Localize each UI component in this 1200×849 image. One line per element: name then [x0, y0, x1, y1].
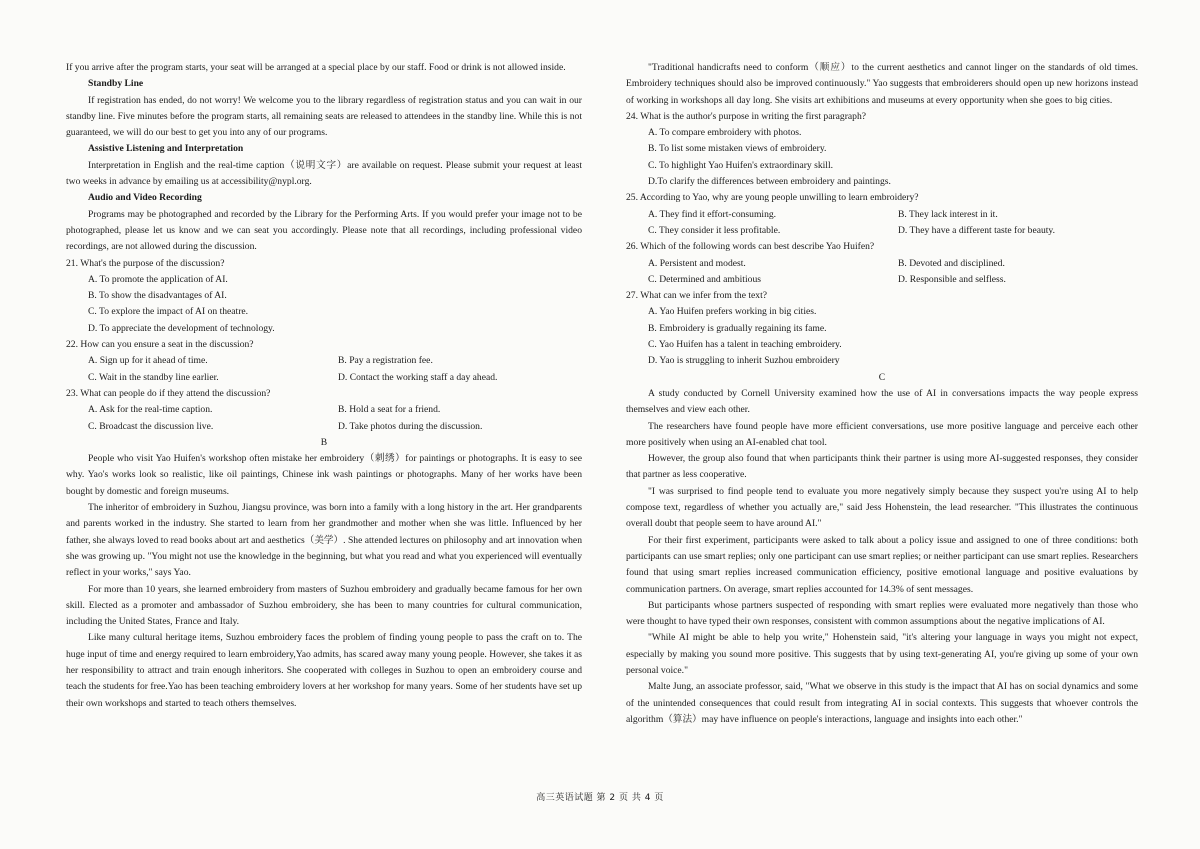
passage-c-paragraph: But participants whose partners suspected of responding with smart replies were evaluated more negatively than those who were thought to have typed their own responses, consistent with common assumptions about the negative implications of AI. — [626, 599, 1138, 628]
question-25: 25. According to Yao, why are young people unwilling to learn embroidery? — [626, 192, 919, 204]
option: B. To show the disadvantages of AI. — [88, 290, 227, 302]
option: D. To appreciate the development of technology. — [88, 322, 275, 334]
passage-b-paragraph: Like many cultural heritage items, Suzhou embroidery faces the problem of finding young people to pass the craft on to. The huge input of time and energy required to learn embroidery,Yao admits, has scared away many young people. However, she takes it as her responsibility to attract and train enough inheritors. She cooperated with colleges in Suzhou to open an embroidery course and teach the students for free.Yao has been teaching embroidery lovers at her workshop for many years. Some of her students have set up their own workshops and started to teach others themselves. — [66, 632, 582, 709]
option: A. Persistent and modest. — [648, 257, 746, 269]
question-21-options — [66, 272, 582, 337]
question-23-options — [66, 402, 582, 435]
option: C. To explore the impact of AI on theatre. — [88, 306, 249, 318]
passage-b-paragraph: People who visit Yao Huifen's workshop often mistake her embroidery（刺绣）for paintings or photographs. It is easy to see why. Yao's works look so realistic, like oil paintings, Chinese ink wash paintings or photographs. Many of her works have been bought by domestic and foreign museums. — [66, 453, 582, 497]
question-25-options — [626, 207, 1138, 240]
page-footer: 高三英语试题 第 2 页 共 4 页 — [536, 793, 664, 803]
option: C. They consider it less profitable. — [648, 224, 781, 236]
question-22: 22. How can you ensure a seat in the discussion? — [66, 339, 254, 351]
passage-c-paragraph: The researchers have found people have more efficient conversations, use more positive language and perceive each other more positively when using an AI-enabled chat tool. — [626, 420, 1138, 448]
audio-heading: Audio and Video Recording — [88, 192, 202, 204]
question-22-options — [66, 353, 582, 386]
option: A. Ask for the real-time caption. — [88, 404, 213, 416]
passage-c-paragraph: "I was surprised to find people tend to evaluate you more negatively simply because they suspect you're using AI to help compose text, regardless of whether you actually are," said Jess Hohenstein, the lead researcher. "This illustrates the continuous overall doubt that people seem to have around AI." — [626, 485, 1138, 530]
question-24-options — [626, 125, 1138, 190]
option: D. Yao is struggling to inherit Suzhou embroidery — [648, 355, 840, 367]
left-column — [66, 60, 582, 712]
passage-c-paragraph: However, the group also found that when participants think their partner is using more AI-suggested responses, they consider that partner as less cooperative. — [626, 453, 1138, 481]
option: C. To highlight Yao Huifen's extraordinary skill. — [648, 159, 834, 171]
section-b-label: B — [320, 436, 328, 448]
option: B. Embroidery is gradually regaining its fame. — [648, 322, 827, 334]
question-23: 23. What can people do if they attend the discussion? — [66, 387, 271, 399]
option: B. Pay a registration fee. — [338, 355, 433, 367]
option: D. They have a different taste for beauty. — [898, 224, 1055, 236]
intro-paragraph: If you arrive after the program starts, your seat will be arranged at a special place by our staff. Food or drink is not allowed inside. — [66, 62, 566, 73]
passage-c-paragraph: A study conducted by Cornell University examined how the use of AI in conversations impacts the way people express themselves and view each other. — [626, 387, 1138, 416]
assistive-paragraph: Interpretation in English and the real-time caption（说明文字）are available on request. Please submit your request at least two weeks in advance by emailing us at accessibility@nypl.org. — [66, 159, 582, 188]
option: D.To clarify the differences between embroidery and paintings. — [648, 176, 891, 188]
option: C. Wait in the standby line earlier. — [88, 371, 219, 383]
passage-c-paragraph: For their first experiment, participants were asked to talk about a policy issue and assigned to one of three conditions: both participants can use smart replies; only one participant can use smart replies; or neither participant can use smart replies. Researchers found that using smart replies increased communication efficiency, positive emotional language and positive evaluations by communication partners. On average, smart replies accounted for 14.3% of sent messages. — [626, 534, 1138, 595]
option: A. Sign up for it ahead of time. — [88, 355, 208, 367]
standby-paragraph: If registration has ended, do not worry! We welcome you to the library regardless of registration status and you can wait in our standby line. Five minutes before the program starts, all remaining seats are released to attendees in the standby line. While this is not guaranteed, we will do our best to get you into any of our programs. — [66, 94, 582, 139]
question-21: 21. What's the purpose of the discussion? — [66, 257, 225, 269]
option: C. Yao Huifen has a talent in teaching embroidery. — [648, 339, 842, 351]
question-27-options — [626, 304, 1138, 369]
option: A. Yao Huifen prefers working in big cities. — [648, 306, 817, 318]
option: A. To promote the application of AI. — [88, 273, 228, 285]
option: B. To list some mistaken views of embroidery. — [648, 143, 827, 155]
option: A. They find it effort-consuming. — [648, 208, 777, 220]
passage-c-paragraph: "While AI might be able to help you write," Hohenstein said, "it's altering your language in ways you might not expect, especially by making you sound more positive. This suggests that by using text-generating AI, you're giving up some of your own personal voice." — [626, 632, 1138, 676]
option: A. To compare embroidery with photos. — [648, 127, 802, 139]
question-26: 26. Which of the following words can best describe Yao Huifen? — [626, 241, 875, 253]
option: D. Responsible and selfless. — [898, 273, 1006, 285]
option: B. Hold a seat for a friend. — [338, 404, 441, 416]
right-column — [626, 60, 1138, 728]
passage-b-paragraph: For more than 10 years, she learned embroidery from masters of Suzhou embroidery and gradually became famous for her own skill. Elected as a promoter and ambassador of Suzhou embroidery, she has been to many countries for cultural communication, including the United States, France and Italy. — [66, 583, 582, 628]
passage-b-paragraph: The inheritor of embroidery in Suzhou, Jiangsu province, was born into a family with a long history in the art. Her grandparents and parents worked in the industry. She started to learn from her grandmother and mother when she was little. Influenced by her father, she always loved to read books about art and aesthetics（美学）. She attended lectures on philosophy and art innovation when she was growing up. "You might not use the knowledge in the beginning, but what you read and what you experienced will eventually reflect in your works," says Yao. — [66, 502, 582, 579]
question-26-options — [626, 256, 1138, 289]
standby-heading: Standby Line — [88, 78, 144, 90]
option: B. Devoted and disciplined. — [898, 257, 1005, 269]
audio-paragraph: Programs may be photographed and recorded by the Library for the Performing Arts. If you would prefer your image not to be photographed, please let us know and we can seat you accordingly. Please note that all recordings, including professional video recordings, are not allowed during the discussion. — [66, 208, 582, 253]
question-27: 27. What can we infer from the text? — [626, 290, 768, 302]
option: B. They lack interest in it. — [898, 208, 998, 220]
question-24: 24. What is the author's purpose in writing the first paragraph? — [626, 110, 867, 122]
option: D. Contact the working staff a day ahead. — [338, 371, 498, 383]
passage-c-paragraph: Malte Jung, an associate professor, said, "What we observe in this study is the impact that AI has on social dynamics and some of the unintended consequences that could result from integrating AI in social contexts. This suggests that whoever controls the algorithm（算法）may have influence on people's interactions, language and insights into each other." — [626, 681, 1138, 725]
option: C. Determined and ambitious — [648, 273, 761, 285]
section-c-label: C — [878, 371, 886, 383]
passage-b-last-paragraph: "Traditional handicrafts need to conform（顺应）to the current aesthetics and cannot linger on the standards of old times. Embroidery techniques should also be improved continuously." Yao suggests that embroiderers should open up new horizons instead of working in workshops all day long. She visits art exhibitions and museums at every opportunity when she goes to big cities. — [626, 62, 1138, 106]
option: C. Broadcast the discussion live. — [88, 420, 214, 432]
assistive-heading: Assistive Listening and Interpretation — [88, 143, 244, 155]
option: D. Take photos during the discussion. — [338, 420, 483, 432]
